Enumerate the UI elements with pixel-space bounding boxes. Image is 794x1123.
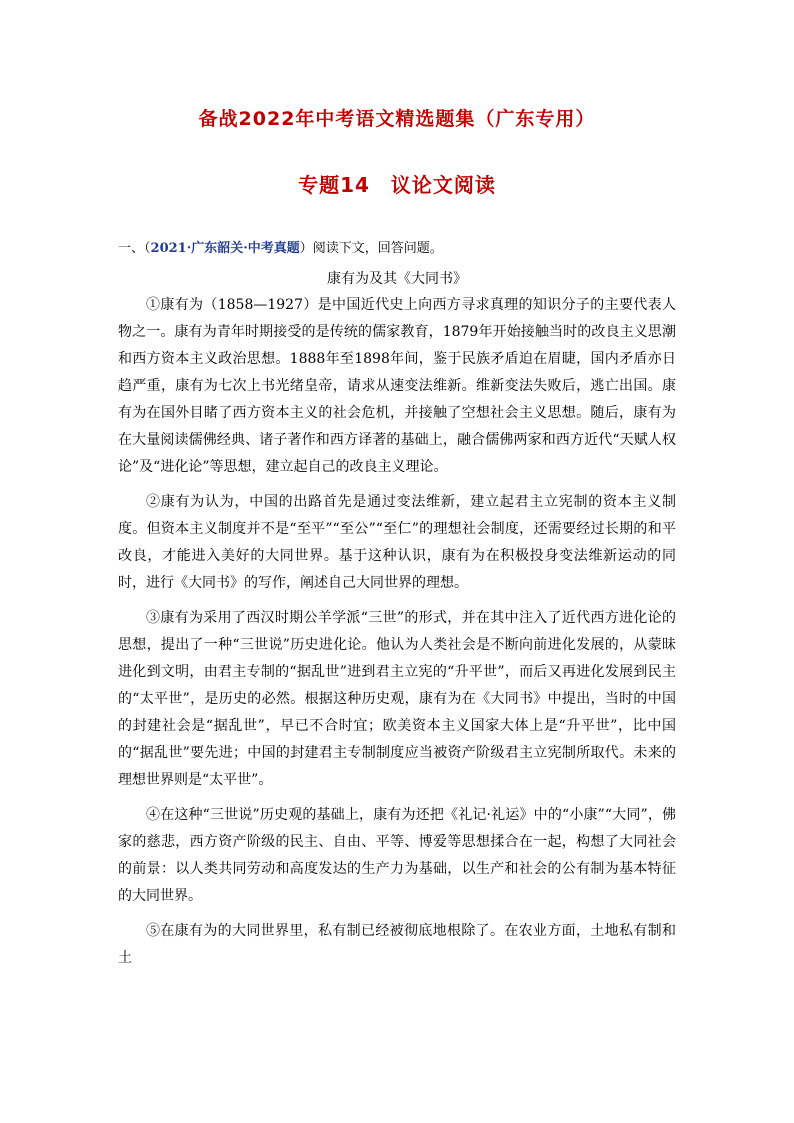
article-paragraph-3: ③康有为采用了西汉时期公羊学派“三世”的形式，并在其中注入了近代西方进化论的思想，提出了一种“三世说”历史进化论。他认为人类社会是不断向前进化发展的，从蒙昧进化到文明，由君主专制的“据乱世”进到君主立宪的“升平世”，而后又再进化发展到民主的“太平世”，是历史的必然。根据这种历史观，康有为在《大同书》中提出，当时的中国的封建社会是“据乱世”，早已不合时宜；欧美资本主义国家大体上是“升平世”，比中国的“据乱世”要先进；中国的封建君主专制制度应当被资产阶级君主立宪制所取代。未来的理想世界则是“太平世”。 (118, 610, 676, 788)
article-body (118, 292, 676, 972)
article-title: 康有为及其《大同书》 (327, 271, 467, 287)
document-title: 备战2022年中考语文精选题集（广东专用） (198, 108, 596, 130)
topic-title: 专题14 议论文阅读 (298, 173, 496, 197)
question-heading (118, 239, 443, 259)
source-open-paren: （ (144, 241, 151, 256)
article-paragraph-4: ④在这种“三世说”历史观的基础上，康有为还把《礼记·礼运》中的“小康”“大同”，佛家的慈悲，西方资产阶级的民主、自由、平等、博爱等思想揉合在一起，构想了大同社会的前景：以人类共同劳动和高度发达的生产力为基础，以生产和社会的公有制为基本特征的大同世界。 (118, 807, 676, 904)
article-paragraph-2: ②康有为认为，中国的出路首先是通过变法维新，建立起君主立宪制的资本主义制度。但资本主义制度并不是“至平”“至公”“至仁”的理想社会制度，还需要经过长期的和平改良，才能进入美好的大同世界。基于这种认识，康有为在积极投身变法维新运动的同时，进行《大同书》的写作，阐述自己大同世界的理想。 (118, 494, 676, 591)
article-paragraph-5: ⑤在康有为的大同世界里，私有制已经被彻底地根除了。在农业方面，土地私有制和土 (118, 923, 676, 966)
source-close-paren: ） (299, 241, 313, 256)
article-paragraph-1: ①康有为（1858—1927）是中国近代史上向西方寻求真理的知识分子的主要代表人物之一。康有为青年时期接受的是传统的儒家教育，1879年开始接触当时的改良主义思潮和西方资本主义政治思想。1888年至1898年间，鉴于民族矛盾迫在眉睫，国内矛盾亦日趋严重，康有为七次上书光绪皇帝，请求从速变法维新。维新变法失败后，逃亡出国。康有为在国外目睹了西方资本主义的社会危机，并接触了空想社会主义思想。随后，康有为在大量阅读儒佛经典、诸子著作和西方译著的基础上，融合儒佛两家和西方近代“天赋人权论”及“进化论”等思想，建立起自己的改良主义理论。 (118, 297, 676, 475)
question-number: 一、 (118, 241, 145, 256)
question-instruction: 阅读下文，回答问题。 (312, 241, 443, 256)
question-source: 2021·广东韶关·中考真题 (150, 241, 300, 256)
